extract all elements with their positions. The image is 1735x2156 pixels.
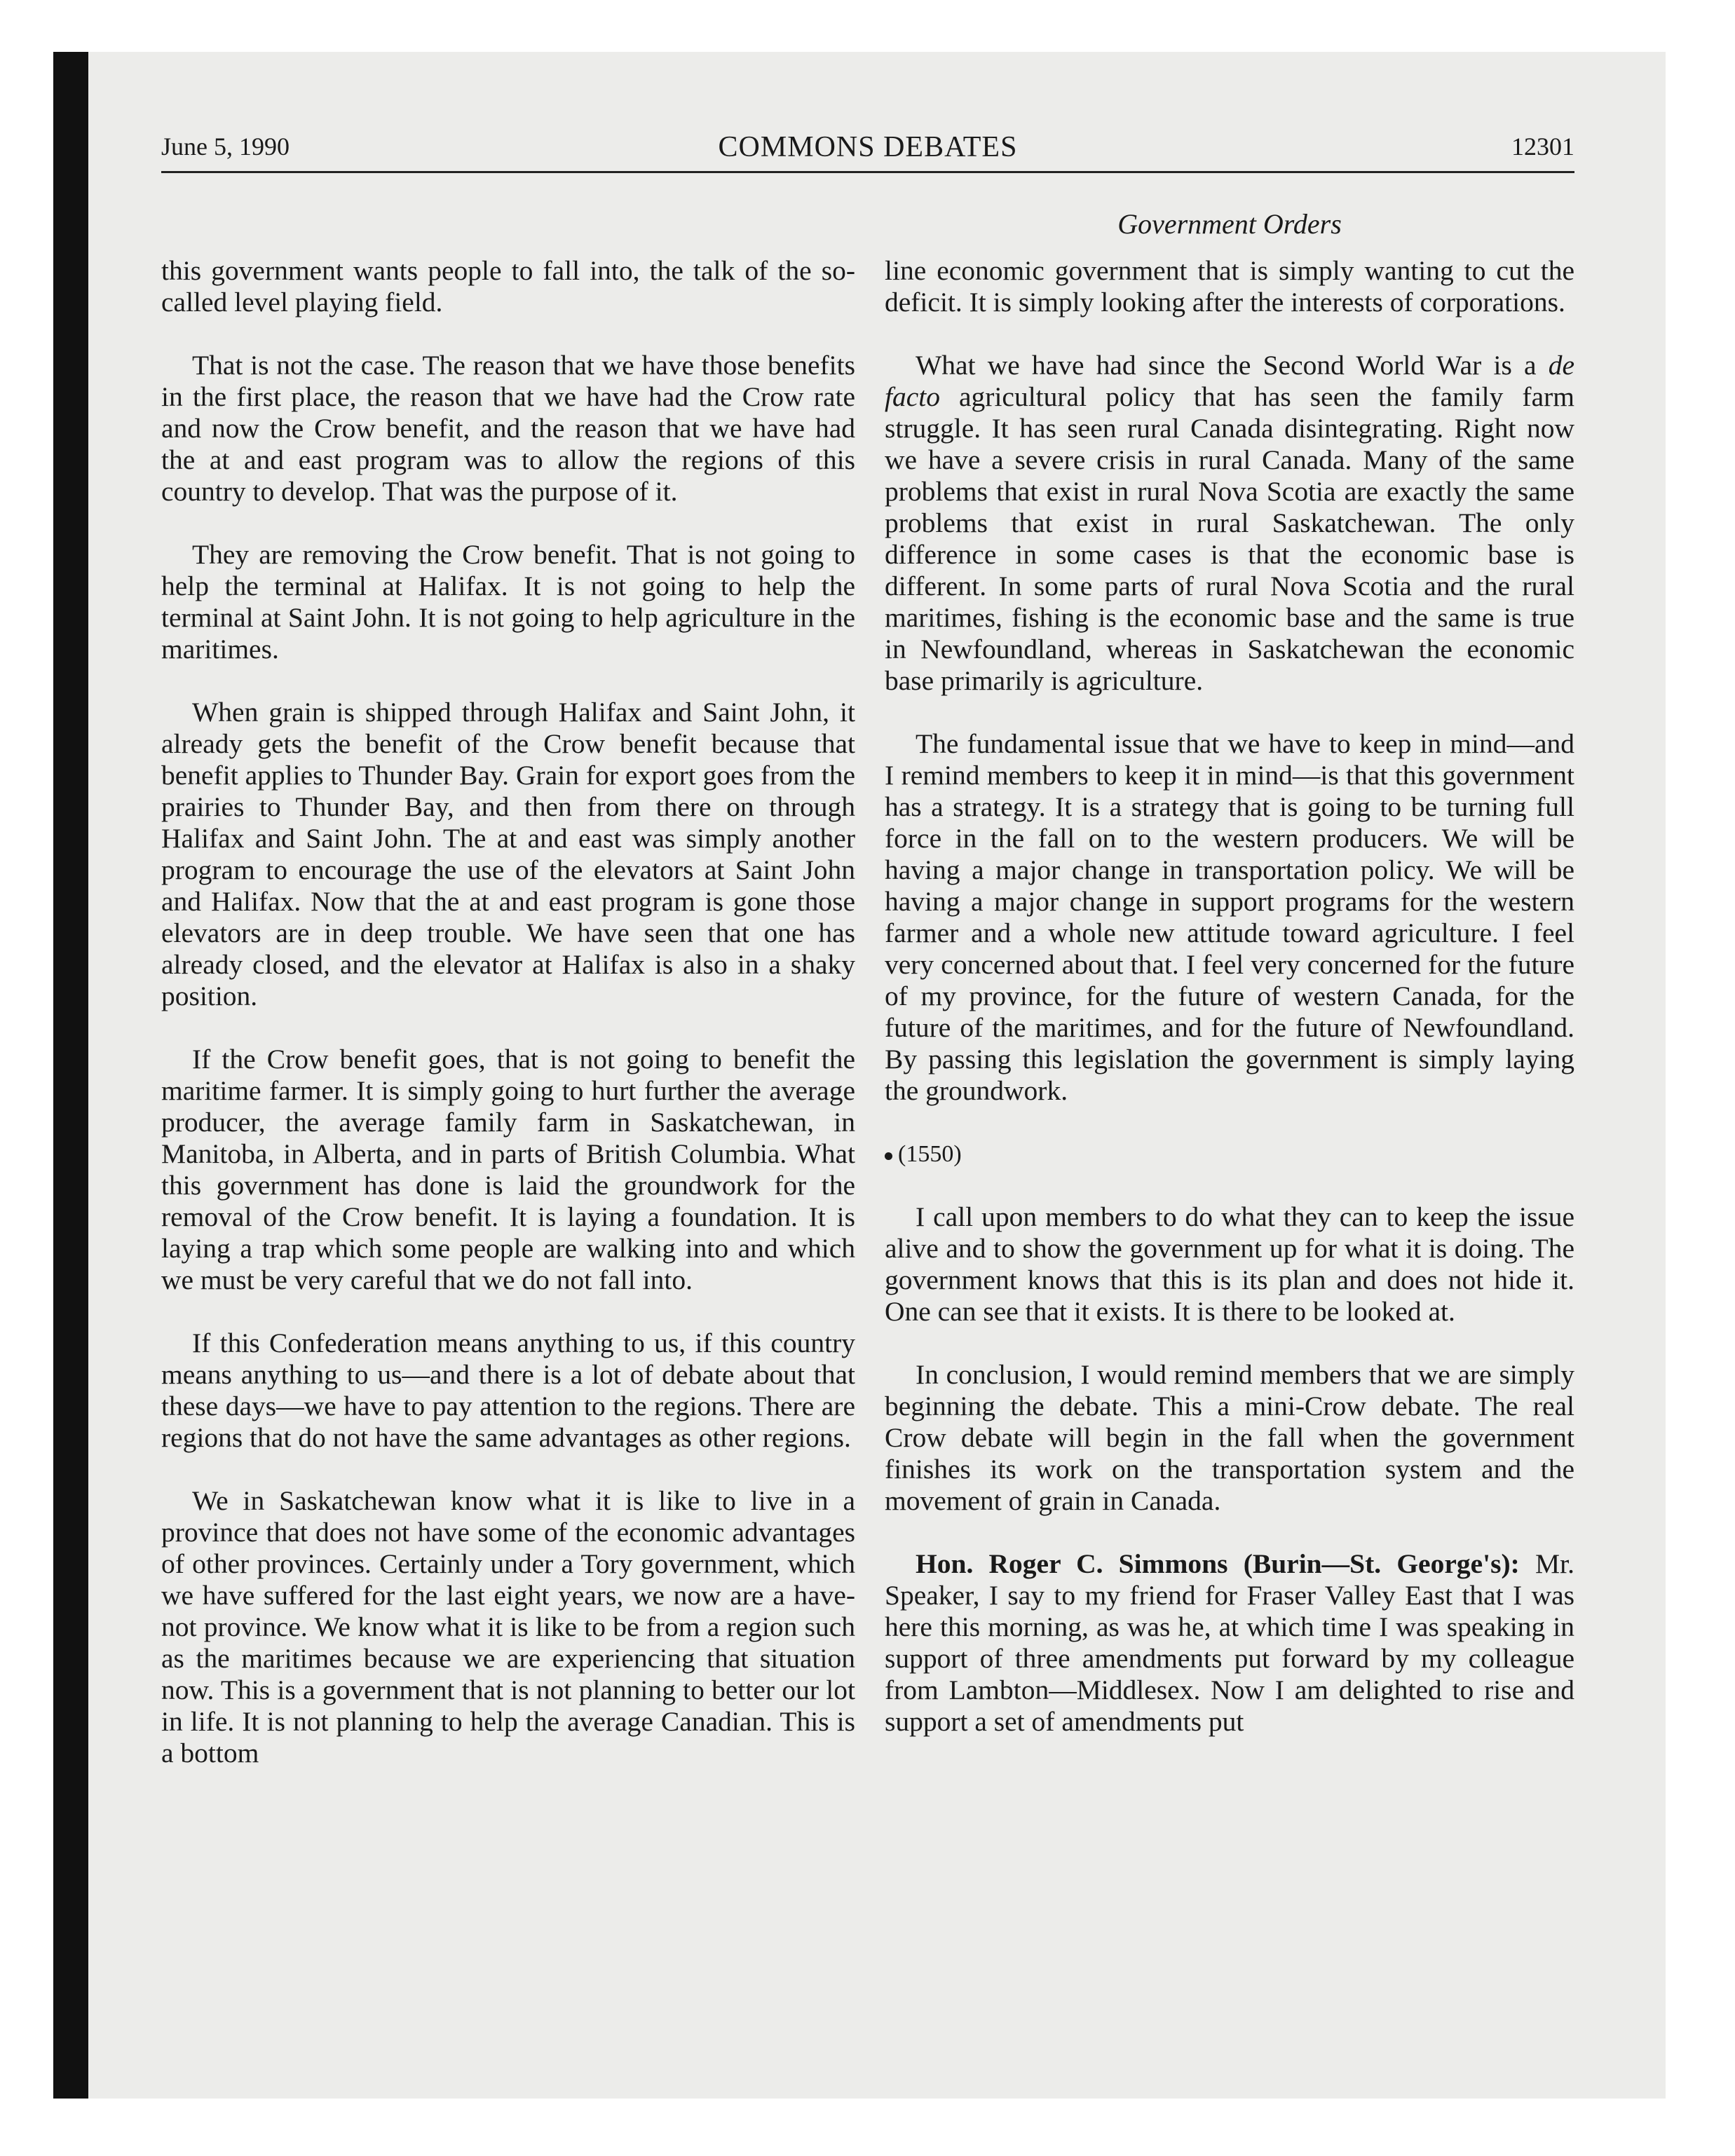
paragraph: this government wants people to fall into, the talk of the so-called level playing field.: [161, 255, 855, 318]
italic-term: de facto: [885, 350, 1574, 412]
scan-edge-bar: [53, 52, 88, 2099]
paragraph: We in Saskatchewan know what it is like to live in a province that does not have some of the economic advantages of other provinces. Certainly under a Tory government, which we have suffered for the last eight years, we now are a have-not province. We know what it is like to be from a region such as the maritimes because we are experiencing that situation now. This is a government that is not planning to better our lot in life. It is not planning to help the average Canadian. This is a bottom: [161, 1485, 855, 1768]
paragraph: They are removing the Crow benefit. That is not going to help the terminal at Halifax. It is not going to help the terminal at Saint John. It is not going to help agriculture in the maritimes.: [161, 539, 855, 664]
paragraph-text: What we have had since the Second World War is a: [916, 350, 1549, 381]
paragraph: In conclusion, I would remind members that we are simply beginning the debate. This a mini-Crow debate. The real Crow debate will begin in the fall when the government finishes its work on the transportation system and the movement of grain in Canada.: [885, 1359, 1574, 1516]
speaker-name: Hon. Roger C. Simmons (Burin—St. George's):: [916, 1548, 1520, 1579]
scanned-page: [53, 52, 1666, 2099]
paragraph: line economic government that is simply wanting to cut the deficit. It is simply looking after the interests of corporations.: [885, 255, 1574, 318]
paragraph: The fundamental issue that we have to keep in mind—and I remind members to keep it in mind—is that this government has a strategy. It is a strategy that is going to be turning full force in the fall on to the western producers. We will be having a major change in transportation policy. We will be having a major change in support programs for the western farmer and a whole new attitude toward agriculture. I feel very concerned about that. I feel very concerned for the future of my province, for the future of western Canada, for the future of the maritimes, and for the future of Newfoundland. By passing this legislation the government is simply laying the groundwork.: [885, 728, 1574, 1106]
bullet-dot-icon: [885, 1152, 892, 1160]
paragraph-text: Mr. Speaker, I say to my friend for Fraser Valley East that I was here this morning, as was he, at which time I was speaking in support of three amendments put forward by my colleague from Lambton—Middlesex. Now I am delighted to rise and support a set of amendments put: [885, 1548, 1574, 1737]
timestamp-marker: [885, 1138, 1574, 1170]
paragraph: If this Confederation means anything to us, if this country means anything to us—and there is a lot of debate about that these days—we have to pay attention to the regions. There are regions that do not have the same advantages as other regions.: [161, 1328, 855, 1453]
paragraph: I call upon members to do what they can to keep the issue alive and to show the government up for what it is doing. The government knows that this is its plan and does not hide it. One can see that it exists. It is there to be looked at.: [885, 1201, 1574, 1327]
section-title: Government Orders: [1117, 208, 1342, 240]
header-date: June 5, 1990: [161, 132, 290, 161]
paragraph: [885, 1548, 1574, 1738]
right-column: [885, 255, 1574, 1769]
paragraph-text: agricultural policy that has seen the family farm struggle. It has seen rural Canada disintegrating. Right now we have a severe crisis in rural Canada. Many of the same problems that exist in rural Nova Scotia are exactly the same problems that exist in rural Saskatchewan. The only difference in some cases is that the economic base is different. In some parts of rural Nova Scotia and the rural maritimes, fishing is the economic base and the same is true in Newfoundland, whereas in Saskatchewan the economic base primarily is agriculture.: [885, 381, 1574, 696]
paragraph: That is not the case. The reason that we have those benefits in the first place, the reason that we have had the Crow rate and now the Crow benefit, and the reason that we have had the at and east program was to allow the regions of this country to develop. That was the purpose of it.: [161, 350, 855, 507]
paragraph: If the Crow benefit goes, that is not going to benefit the maritime farmer. It is simply going to hurt further the average producer, the average family farm in Saskatchewan, in Manitoba, in Alberta, and in parts of British Columbia. What this government has done is laid the groundwork for the removal of the Crow benefit. It is laying a foundation. It is laying a trap which some people are walking into and which we must be very careful that we do not fall into.: [161, 1044, 855, 1295]
left-column: [161, 255, 855, 1801]
header-title: COMMONS DEBATES: [718, 131, 1018, 163]
header-page-number: 12301: [1511, 132, 1574, 161]
paragraph: When grain is shipped through Halifax and Saint John, it already gets the benefit of the Crow benefit because that benefit applies to Thunder Bay. Grain for export goes from the prairies to Thunder Bay, and then from there on through Halifax and Saint John. The at and east was simply another program to encourage the use of the elevators at Saint John and Halifax. Now that the at and east program is gone those elevators are in deep trouble. We have seen that one has already closed, and the elevator at Halifax is also in a shaky position.: [161, 697, 855, 1011]
page-header: [161, 129, 1574, 173]
timestamp-text: (1550): [898, 1141, 962, 1167]
paragraph: [885, 350, 1574, 697]
